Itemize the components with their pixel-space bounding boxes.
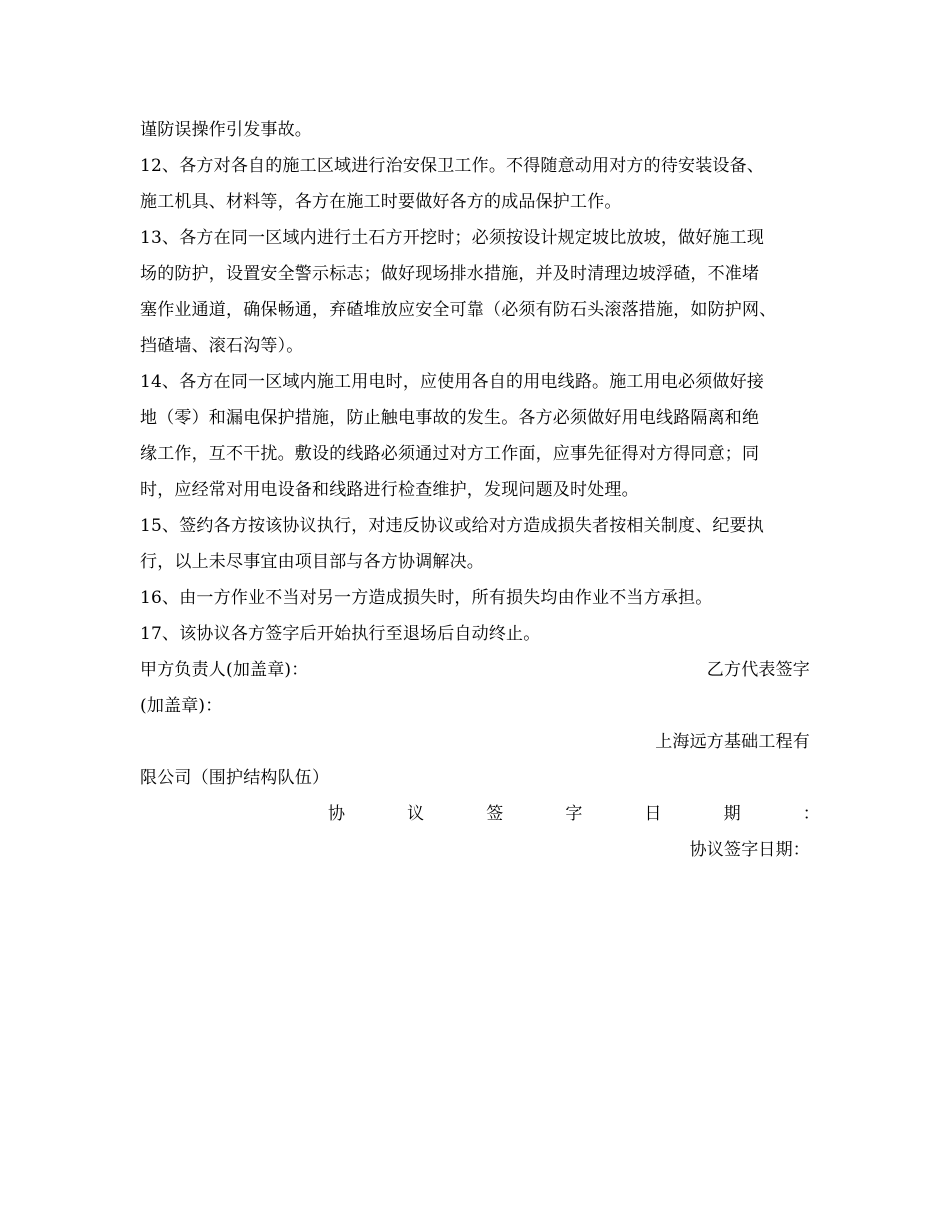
date-char: ： — [802, 804, 820, 824]
paragraph-line: 16、由一方作业不当对另一方造成损失时，所有损失均由作业不当方承担。 — [140, 588, 713, 608]
date-char: 字 — [565, 804, 583, 824]
seal-label: (加盖章)： — [140, 696, 223, 716]
party-a-label: 甲方负责人(加盖章)： — [140, 660, 309, 680]
date-char: 协 — [328, 804, 346, 824]
company-name-line2: 限公司（围护结构队伍） — [140, 768, 330, 788]
company-name-line1: 上海远方基础工程有 — [655, 732, 810, 752]
date-char: 期 — [723, 804, 741, 824]
paragraph-line: 缘工作，互不干扰。敷设的线路必须通过对方工作面，应事先征得对方得同意；同 — [140, 444, 760, 464]
agreement-date-spread — [140, 796, 820, 832]
paragraph-line: 15、签约各方按该协议执行，对违反协议或给对方造成损失者按相关制度、纪要执 — [140, 516, 765, 536]
paragraph-line: 场的防护，设置安全警示标志；做好现场排水措施，并及时清理边坡浮碴，不准堵 — [140, 264, 760, 284]
paragraph-line: 17、该协议各方签字后开始执行至退场后自动终止。 — [140, 624, 541, 644]
agreement-body — [140, 112, 820, 868]
paragraph-line: 12、各方对各自的施工区域进行治安保卫工作。不得随意动用对方的待安装设备、 — [140, 156, 765, 176]
signature-row — [140, 652, 810, 688]
party-b-label: 乙方代表签字 — [706, 660, 810, 680]
date-char: 签 — [486, 804, 504, 824]
paragraph-line: 13、各方在同一区域内进行土石方开挖时；必须按设计规定坡比放坡，做好施工现 — [140, 228, 765, 248]
paragraph-line: 地（零）和漏电保护措施，防止触电事故的发生。各方必须做好用电线路隔离和绝 — [140, 408, 760, 428]
paragraph-line: 塞作业通道，确保畅通，弃碴堆放应安全可靠（必须有防石头滚落措施，如防护网、 — [140, 300, 777, 320]
paragraph-line: 施工机具、材料等，各方在施工时要做好各方的成品保护工作。 — [140, 192, 622, 212]
agreement-date-label: 协议签字日期： — [689, 840, 810, 860]
paragraph-line: 行，以上未尽事宜由项目部与各方协调解决。 — [140, 552, 484, 572]
paragraph-line: 谨防误操作引发事故。 — [140, 120, 312, 140]
date-char: 日 — [644, 804, 662, 824]
date-char: 议 — [407, 804, 425, 824]
paragraph-line: 挡碴墙、滚石沟等）。 — [140, 336, 304, 356]
paragraph-line: 时，应经常对用电设备和线路进行检查维护，发现问题及时处理。 — [140, 480, 639, 500]
paragraph-line: 14、各方在同一区域内施工用电时，应使用各自的用电线路。施工用电必须做好接 — [140, 372, 765, 392]
